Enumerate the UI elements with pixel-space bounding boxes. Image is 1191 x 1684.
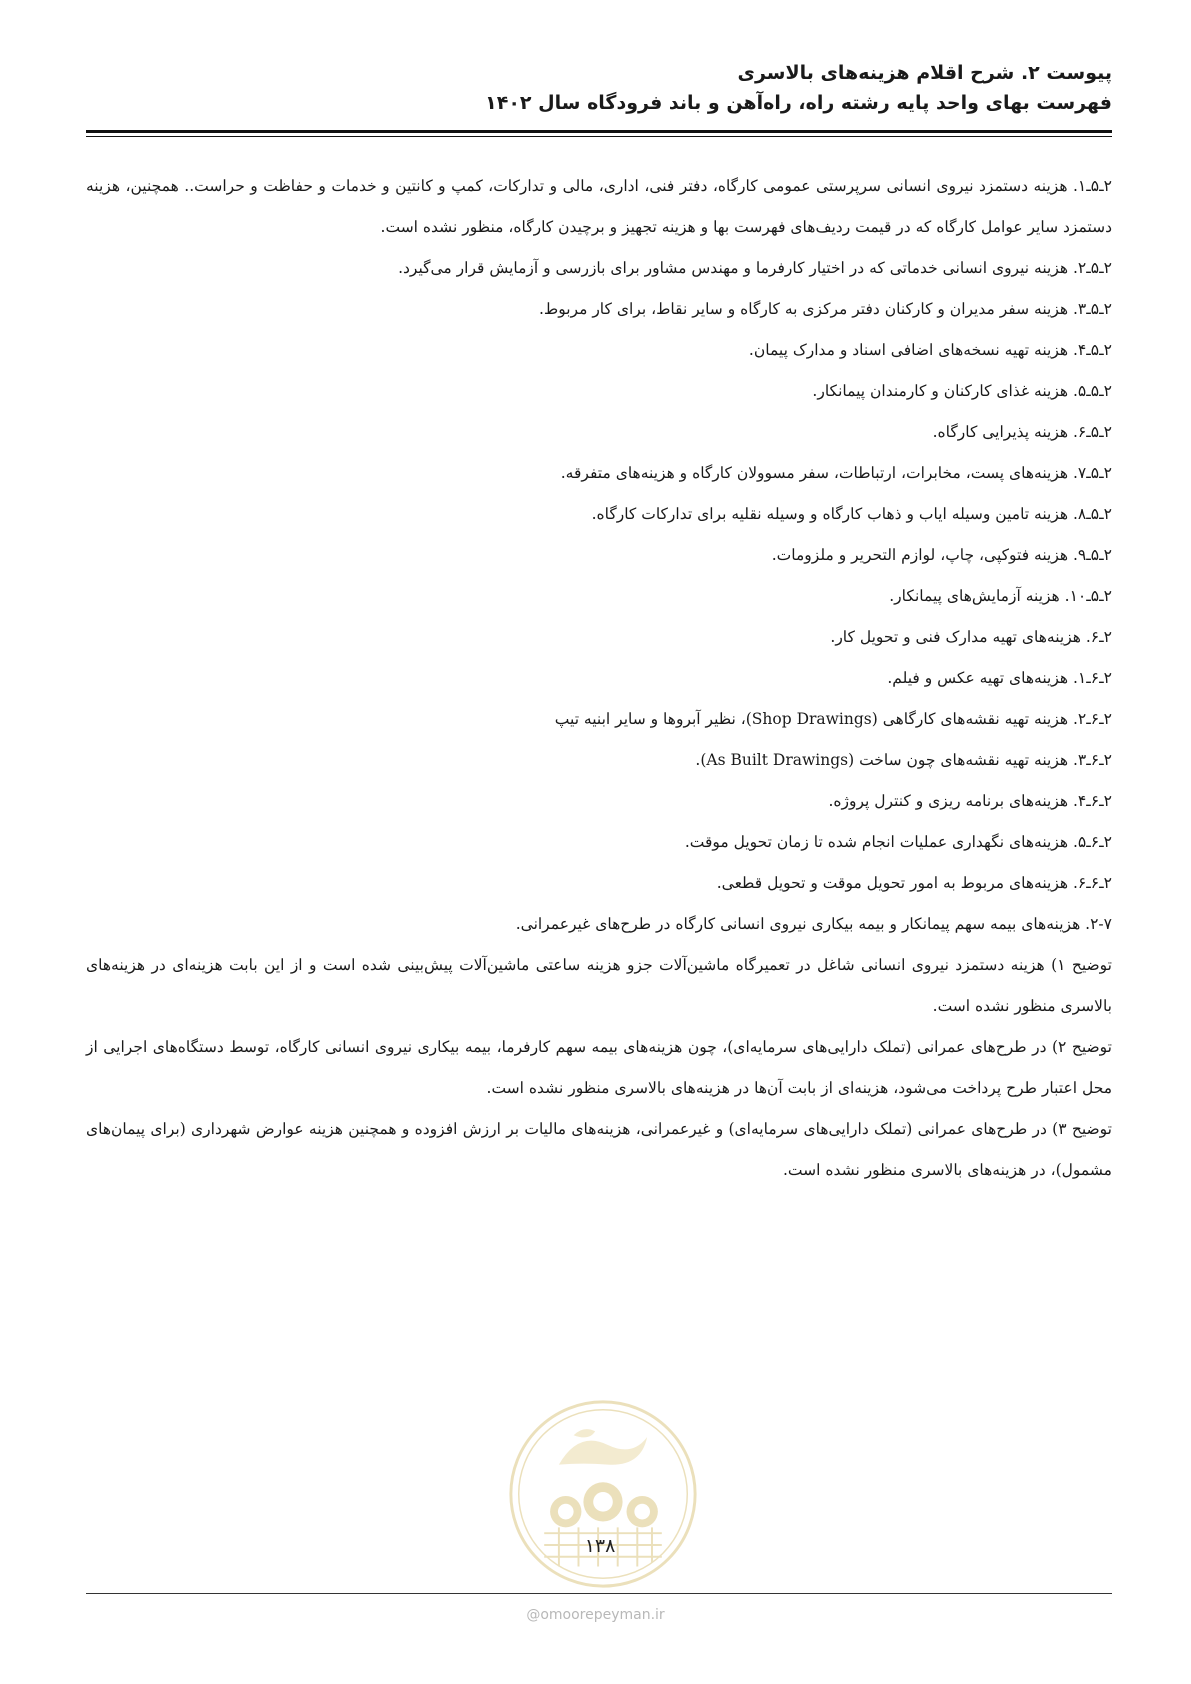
item-2-5-2: ۲ـ۵ـ۲. هزینه نیروی انسانی خدماتی که در اختیار کارفرما و مهندس مشاور برای بازرسی و آزمایش قرار می‌گیرد. [398,259,1112,277]
footer-rule [86,1593,1112,1594]
item-2-5-9: ۲ـ۵ـ۹. هزینه فتوکپی، چاپ، لوازم التحریر و ملزومات. [771,546,1112,564]
watermark-logo [505,1396,701,1592]
item-2-6-3-text-b: ). [695,751,707,769]
footer-url-watermark: @omoorepeyman.ir [526,1607,665,1623]
item-2-6-2-text-a: ۲ـ۶ـ۲. هزینه تهیه نقشه‌های کارگاهی ( [871,710,1112,728]
header-rule-thick [86,130,1112,133]
page-number: ۱۳۸ [584,1535,616,1557]
item-2-6-6: ۲ـ۶ـ۶. هزینه‌های مربوط به امور تحویل موقت و تحویل قطعی. [716,874,1112,892]
item-2-6-2 [86,699,1112,740]
item-2-6-4: ۲ـ۶ـ۴. هزینه‌های برنامه ریزی و کنترل پروژه. [828,792,1112,810]
item-2-6-2-text-b: )، نظیر آبروها و سایر ابنیه تیپ [554,710,752,728]
item-2-5-7: ۲ـ۵ـ۷. هزینه‌های پست، مخابرات، ارتباطات، سفر مسوولان کارگاه و هزینه‌های متفرقه. [560,464,1112,482]
item-2-6-1: ۲ـ۶ـ۱. هزینه‌های تهیه عکس و فیلم. [887,669,1112,687]
note-3: توضیح ۳) در طرح‌های عمرانی (تملک دارایی‌های سرمایه‌ای) و غیرعمرانی، هزینه‌های مالیات بر ارزش افزوده و همچنین هزینه عوارض شهرداری (برای پیمان‌های مشمول)، در هزینه‌های بالاسری منظور نشده است. [86,1120,1112,1179]
shop-drawings-term: Shop Drawings [751,710,872,728]
note-2: توضیح ۲) در طرح‌های عمرانی (تملک دارایی‌های سرمایه‌ای)، چون هزینه‌های بیمه سهم کارفرما، بیمه بیکاری نیروی انسانی کارگاه، توسط دستگاه‌های اجرایی از محل اعتبار طرح پرداخت می‌شود، هزینه‌ای از بابت آن‌ها در هزینه‌های بالاسری منظور نشده است. [86,1038,1112,1097]
item-2-7: ۲-۷. هزینه‌های بیمه سهم پیمانکار و بیمه بیکاری نیروی انسانی کارگاه در طرح‌های غیرعمرانی. [515,915,1112,933]
as-built-drawings-term: As Built Drawings [706,751,849,769]
item-2-6-5: ۲ـ۶ـ۵. هزینه‌های نگهداری عملیات انجام شده تا زمان تحویل موقت. [684,833,1112,851]
item-2-5-4: ۲ـ۵ـ۴. هزینه تهیه نسخه‌های اضافی اسناد و مدارک پیمان. [748,341,1112,359]
note-1: توضیح ۱) هزینه دستمزد نیروی انسانی شاغل در تعمیرگاه ماشین‌آلات جزو هزینه ساعتی ماشین‌آلات پیش‌بینی شده است و از این بابت هزینه‌ای در هزینه‌های بالاسری منظور نشده است. [86,956,1113,1015]
item-2-5-10: ۲ـ۵ـ۱۰. هزینه آزمایش‌های پیمانکار. [889,587,1112,605]
item-2-5-8: ۲ـ۵ـ۸. هزینه تامین وسیله ایاب و ذهاب کارگاه و وسیله نقلیه برای تدارکات کارگاه. [591,505,1112,523]
item-2-5-3: ۲ـ۵ـ۳. هزینه سفر مدیران و کارکنان دفتر مرکزی به کارگاه و سایر نقاط، برای کار مربوط. [538,300,1112,318]
page-header [86,58,1112,118]
item-2-5-5: ۲ـ۵ـ۵. هزینه غذای کارکنان و کارمندان پیمانکار. [812,382,1112,400]
page-subtitle: فهرست بهای واحد پایه رشته راه، راه‌آهن و باند فرودگاه سال ۱۴۰۲ [485,92,1112,114]
item-2-6: ۲ـ۶. هزینه‌های تهیه مدارک فنی و تحویل کار. [830,628,1112,646]
item-2-5-1: ۲ـ۵ـ۱. هزینه دستمزد نیروی انسانی سرپرستی عمومی کارگاه، دفتر فنی، اداری، مالی و تدارکات، کمپ و کانتین و خدمات و حفاظت و حراست.. همچنین، هزینه دستمزد سایر عوامل کارگاه که در قیمت ردیف‌های فهرست بها و هزینه تجهیز و برچیدن کارگاه، منظور نشده است. [86,177,1112,236]
page-title: پیوست ۲. شرح اقلام هزینه‌های بالاسری [737,62,1112,84]
item-2-6-3 [86,740,1112,781]
header-rule-thin [86,136,1112,137]
item-2-5-6: ۲ـ۵ـ۶. هزینه پذیرایی کارگاه. [932,423,1112,441]
document-body [86,166,1112,1191]
item-2-6-3-text-a: ۲ـ۶ـ۳. هزینه تهیه نقشه‌های چون ساخت ( [848,751,1112,769]
